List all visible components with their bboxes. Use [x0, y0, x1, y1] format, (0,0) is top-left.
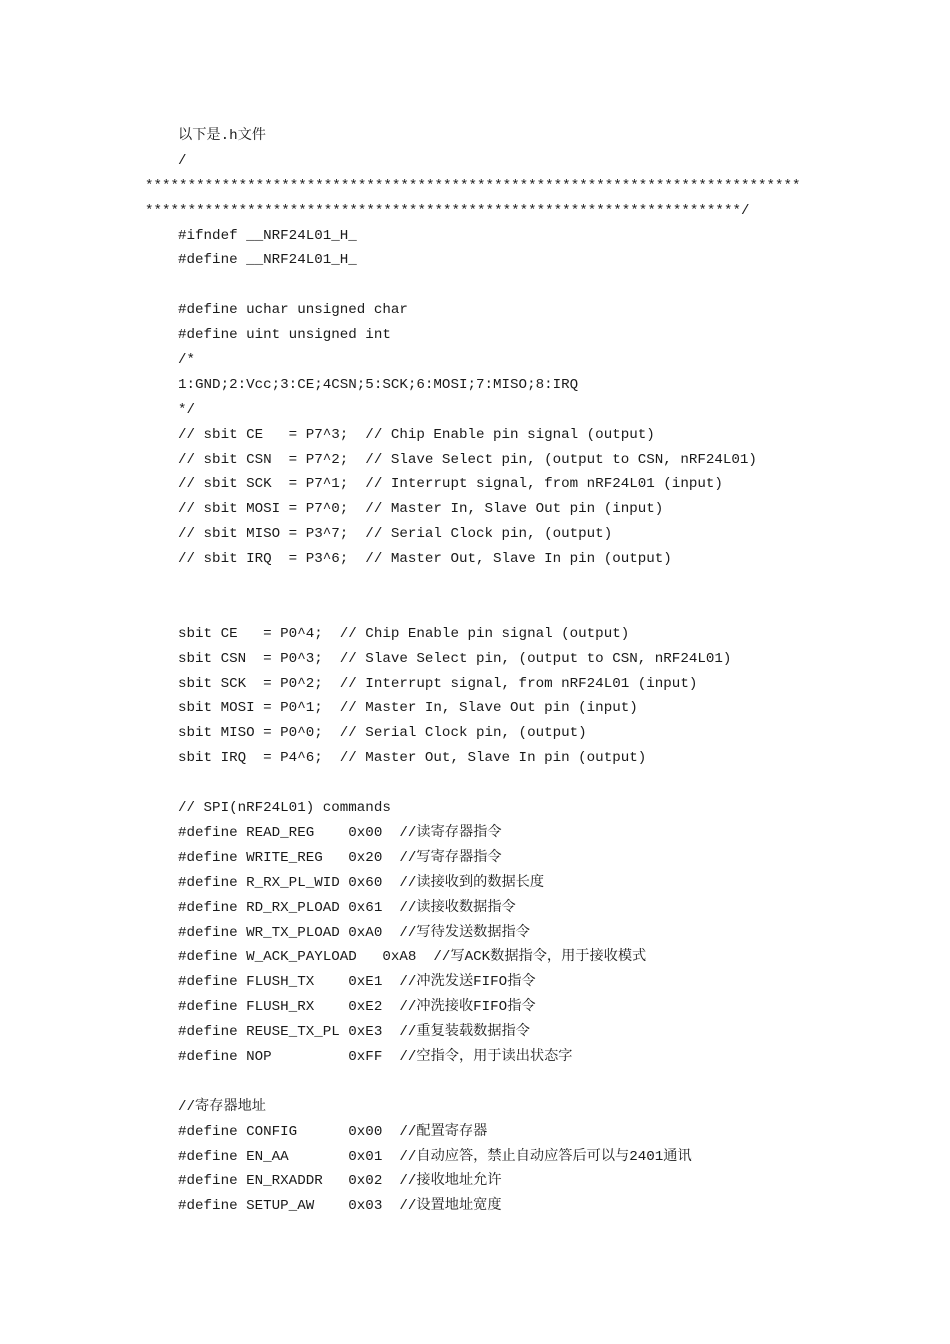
code-line: #define W_ACK_PAYLOAD 0xA8 //写ACK数据指令，用于接收模式	[178, 949, 647, 966]
code-line: /*	[178, 352, 196, 369]
code-line: sbit CE = P0^4; // Chip Enable pin signal (output)	[178, 625, 630, 642]
code-line: #define SETUP_AW 0x03 //设置地址宽度	[178, 1198, 502, 1215]
code-line: #define WRITE_REG 0x20 //写寄存器指令	[178, 849, 502, 866]
code-line: #define FLUSH_RX 0xE2 //冲洗接收FIFO指令	[178, 999, 536, 1016]
code-line: #ifndef __NRF24L01_H_	[178, 227, 357, 244]
code-line: 1:GND;2:Vcc;3:CE;4CSN;5:SCK;6:MOSI;7:MISO;8:IRQ	[178, 376, 579, 393]
code-line: #define READ_REG 0x00 //读寄存器指令	[178, 824, 502, 841]
code-line: sbit SCK = P0^2; // Interrupt signal, from nRF24L01 (input)	[178, 675, 698, 692]
code-line: // sbit MOSI = P7^0; // Master In, Slave Out pin (input)	[178, 501, 664, 518]
code-line: // sbit CSN = P7^2; // Slave Select pin, (output to CSN, nRF24L01)	[178, 451, 757, 468]
code-line: sbit CSN = P0^3; // Slave Select pin, (output to CSN, nRF24L01)	[178, 650, 732, 667]
code-line: //寄存器地址	[178, 1098, 266, 1115]
code-line: #define FLUSH_TX 0xE1 //冲洗发送FIFO指令	[178, 974, 536, 991]
code-line	[0, 771, 950, 796]
code-line: sbit MOSI = P0^1; // Master In, Slave Out pin (input)	[178, 700, 638, 717]
code-line: // sbit SCK = P7^1; // Interrupt signal, from nRF24L01 (input)	[178, 476, 723, 493]
code-line: #define __NRF24L01_H_	[178, 252, 357, 269]
code-line: #define uchar unsigned char	[178, 302, 408, 319]
code-line: // SPI(nRF24L01) commands	[178, 800, 391, 817]
code-line	[0, 597, 950, 622]
code-line: #define NOP 0xFF //空指令，用于读出状态字	[178, 1048, 573, 1065]
code-line: **********************************************************************/	[145, 202, 750, 219]
code-line: #define CONFIG 0x00 //配置寄存器	[178, 1123, 488, 1140]
code-line: sbit IRQ = P4^6; // Master Out, Slave In pin (output)	[178, 750, 647, 767]
code-line: #define WR_TX_PLOAD 0xA0 //写待发送数据指令	[178, 924, 530, 941]
code-line: #define REUSE_TX_PL 0xE3 //重复装载数据指令	[178, 1024, 530, 1041]
code-line: 以下是.h文件	[178, 128, 266, 144]
code-line: #define EN_RXADDR 0x02 //接收地址允许	[178, 1173, 502, 1190]
code-line: #define RD_RX_PLOAD 0x61 //读接收数据指令	[178, 899, 516, 916]
code-line	[0, 1070, 950, 1095]
code-line: #define uint unsigned int	[178, 327, 391, 344]
code-line: // sbit CE = P7^3; // Chip Enable pin signal (output)	[178, 426, 655, 443]
code-line: // sbit MISO = P3^7; // Serial Clock pin, (output)	[178, 526, 613, 543]
code-line	[0, 273, 950, 298]
code-line: #define EN_AA 0x01 //自动应答，禁止自动应答后可以与2401通讯	[178, 1148, 692, 1165]
code-line: #define R_RX_PL_WID 0x60 //读接收到的数据长度	[178, 874, 545, 891]
code-line: /	[178, 152, 187, 169]
code-line: sbit MISO = P0^0; // Serial Clock pin, (output)	[178, 725, 587, 742]
code-line: *****************************************************************************	[145, 177, 801, 194]
code-listing	[0, 124, 950, 1219]
code-line	[0, 572, 950, 597]
code-line: // sbit IRQ = P3^6; // Master Out, Slave In pin (output)	[178, 551, 672, 568]
code-line: */	[178, 401, 196, 418]
